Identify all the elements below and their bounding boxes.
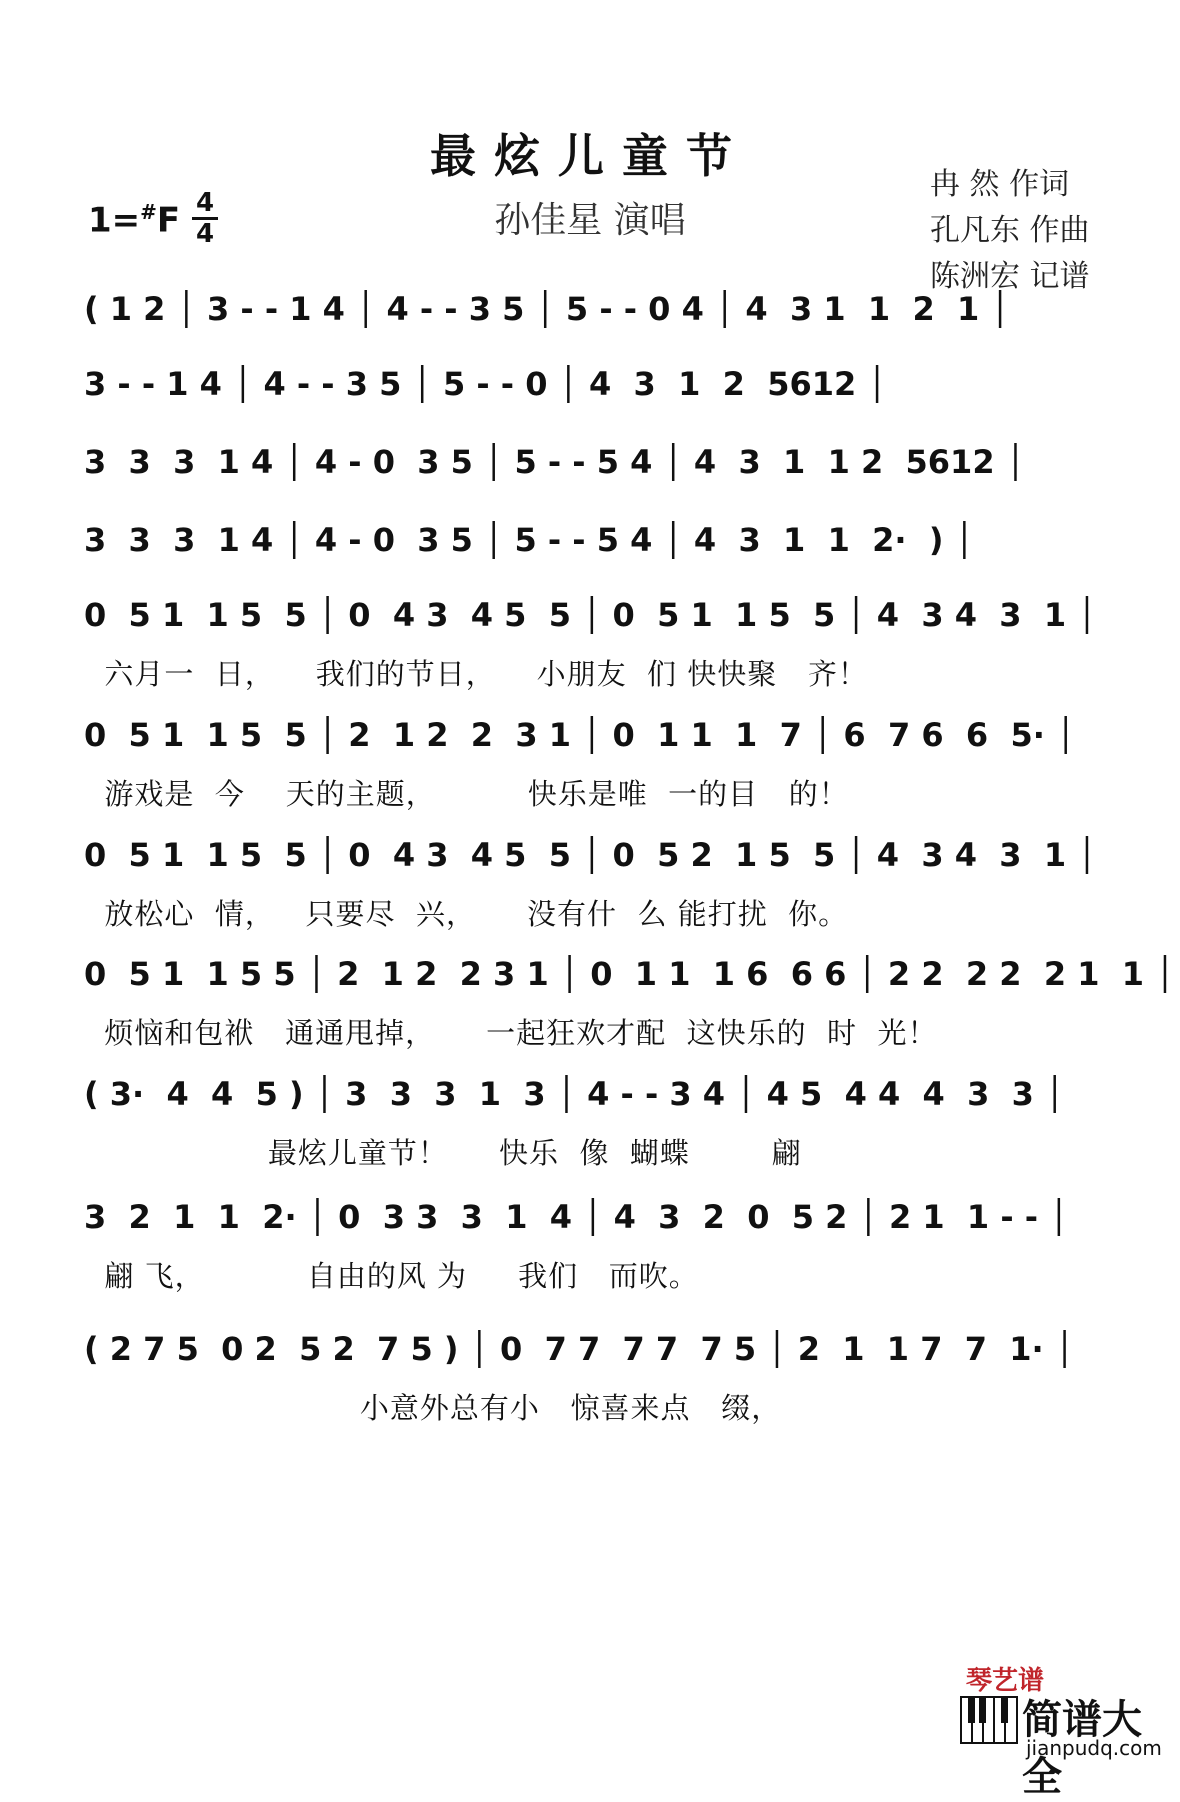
notes-line-4: 3 3 3 1 4 │ 4 - 0 3 5 │ 5 - - 5 4 │ 4 3 1 1 2· ) │ (84, 521, 974, 559)
notes-line-3: 3 3 3 1 4 │ 4 - 0 3 5 │ 5 - - 5 4 │ 4 3 1 1 2 5612 │ (84, 443, 1025, 481)
piano-icon (960, 1696, 1018, 1744)
lyrics-line-7: 放松心 情， 只要尽 兴， 没有什 么 能打扰 你。 (84, 897, 849, 931)
composer-credit: 孔凡东 作曲 (930, 213, 1090, 248)
song-title: 最炫儿童节 (430, 129, 750, 183)
key-label: 1= (88, 200, 141, 241)
lyrics-line-11: 小意外总有小 惊喜来点 缀， (84, 1391, 782, 1425)
staff-line-11 (84, 1330, 1084, 1432)
lyrics-line-6: 游戏是 今 天的主题， 快乐是唯 一的目 的！ (84, 777, 849, 811)
lyrics-line-9: 最炫儿童节！ 快乐 像 蝴蝶 翩 (84, 1136, 802, 1170)
watermark-name: 简谱大全 (1022, 1697, 1142, 1800)
lyrics-line-5: 六月一 日， 我们的节日， 小朋友 们 快快聚 齐！ (84, 657, 868, 691)
key-note: F (156, 200, 181, 241)
key-signature (88, 200, 180, 240)
singer-credit: 孙佳星 演唱 (494, 200, 686, 241)
staff-line-7 (84, 836, 1097, 938)
lyrics-line-8: 烦恼和包袱 通通甩掉， 一起狂欢才配 这快乐的 时 光！ (84, 1016, 938, 1050)
notes-line-6: 0 5 1 1 5 5 │ 2 1 2 2 3 1 │ 0 1 1 1 7 │ 6 7 6 6 5· │ (84, 716, 1076, 754)
notes-line-5: 0 5 1 1 5 5 │ 0 4 3 4 5 5 │ 0 5 1 1 5 5 │ 4 3 4 3 1 │ (84, 596, 1097, 634)
lyrics-line-10: 翩 飞， 自由的风 为 我们 而吹。 (84, 1259, 699, 1293)
notes-line-9: ( 3· 4 4 5 ) │ 3 3 3 1 3 │ 4 - - 3 4 │ 4 5 4 4 4 3 3 │ (84, 1075, 1065, 1113)
staff-line-6 (84, 716, 1084, 818)
staff-line-8 (84, 955, 1175, 1057)
watermark-logo (930, 1660, 1180, 1800)
credits (930, 162, 1090, 300)
notes-line-7: 0 5 1 1 5 5 │ 0 4 3 4 5 5 │ 0 5 2 1 5 5 │ 4 3 4 3 1 │ (84, 836, 1097, 874)
staff-line-9 (84, 1075, 1084, 1177)
watermark-url: jianpudq.com (1026, 1736, 1162, 1760)
notes-line-11: ( 2 7 5 0 2 5 2 7 5 ) │ 0 7 7 7 7 7 5 │ 2 1 1 7 7 1· │ (84, 1330, 1075, 1368)
key-sharp: # (140, 200, 157, 224)
notes-line-10: 3 2 1 1 2· │ 0 3 3 3 1 4 │ 4 3 2 0 5 2 │ 2 1 1 - - │ (84, 1198, 1069, 1236)
watermark-brand: 琴艺谱 (966, 1666, 1045, 1696)
time-bottom: 4 (195, 219, 215, 249)
time-top: 4 (195, 188, 215, 218)
lyricist-credit: 冉 然 作词 (930, 167, 1070, 202)
time-signature (190, 190, 220, 247)
staff-line-5 (84, 596, 1097, 698)
notes-line-1: ( 1 2 │ 3 - - 1 4 │ 4 - - 3 5 │ 5 - - 0 4 │ 4 3 1 1 2 1 │ (84, 290, 1010, 328)
transcriber-credit: 陈洲宏 记谱 (930, 259, 1090, 294)
staff-line-10 (84, 1198, 1084, 1300)
notes-line-2: 3 - - 1 4 │ 4 - - 3 5 │ 5 - - 0 │ 4 3 1 2 5612 │ (84, 365, 887, 403)
notes-line-8: 0 5 1 1 5 5 │ 2 1 2 2 3 1 │ 0 1 1 1 6 6 6 │ 2 2 2 2 2 1 1 │ (84, 955, 1175, 993)
